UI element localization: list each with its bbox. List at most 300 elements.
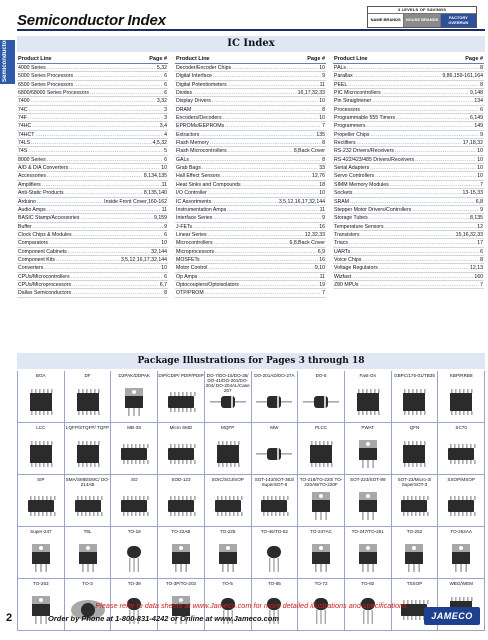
entry-name: Optocouplers/Optoisolators: [176, 281, 239, 288]
kbp-icon: [438, 385, 484, 419]
dot-leader: [232, 64, 318, 71]
dot-leader: [202, 164, 318, 171]
package-cell: [392, 371, 439, 422]
package-label: BGA: [36, 373, 46, 378]
package-label: TO-252AA: [450, 529, 472, 534]
index-entry[interactable]: [333, 256, 484, 264]
index-entry[interactable]: [17, 248, 168, 256]
entry-name: Z80 MPUs: [334, 281, 359, 288]
entry-name: SRAM: [334, 198, 349, 205]
entry-name: Buffer: [18, 223, 32, 230]
index-entry[interactable]: [175, 223, 326, 231]
package-label: SIP: [37, 477, 45, 482]
entry-name: Component Kits: [18, 256, 55, 263]
dot-leader: [348, 81, 479, 88]
dot-leader: [221, 172, 311, 179]
index-entry[interactable]: [17, 131, 168, 139]
entry-name: Grab Bags: [176, 165, 201, 172]
dot-leader: [205, 289, 321, 296]
package-cell: [17, 371, 65, 422]
entry-name: 74LS: [18, 140, 31, 147]
dot-leader: [385, 223, 477, 230]
index-entry[interactable]: [17, 289, 168, 297]
entry-page: 7: [480, 181, 483, 188]
entry-name: 6800/68000 Series Processors: [18, 90, 89, 97]
index-entry[interactable]: [175, 181, 326, 189]
package-row: [17, 423, 485, 475]
dot-leader: [68, 248, 150, 255]
dot-leader: [71, 273, 164, 280]
entry-page: 3,5,12,16,17,32,144: [120, 256, 167, 263]
index-entry[interactable]: [333, 122, 484, 130]
savings-level-house-brands: HOUSE BRANDS: [403, 13, 439, 27]
entry-name: PIC Microcontrollers: [334, 90, 381, 97]
index-entry[interactable]: [175, 273, 326, 281]
package-cell: [438, 423, 485, 474]
column-header-page: Page #: [307, 56, 325, 62]
index-entry[interactable]: [175, 189, 326, 197]
package-row: [17, 527, 485, 579]
package-label: D2PAK/DDPAK: [118, 373, 150, 378]
dot-leader: [372, 97, 473, 104]
entry-page: 8: [164, 290, 167, 297]
micro-smd-icon: [158, 437, 204, 471]
dot-leader: [360, 281, 480, 288]
to252-icon: [392, 541, 438, 575]
entry-name: PALs: [334, 65, 347, 71]
entry-name: Sockets: [334, 190, 353, 197]
entry-page: 11: [161, 181, 167, 188]
dot-leader: [74, 72, 163, 79]
index-entry[interactable]: [333, 214, 484, 222]
index-entry[interactable]: [175, 264, 326, 272]
index-entry[interactable]: [333, 64, 484, 72]
index-entry[interactable]: [333, 198, 484, 206]
sot143-icon: [252, 489, 298, 523]
title-rule: [17, 29, 485, 31]
dot-leader: [213, 214, 321, 221]
package-label: KBP/RRB8: [449, 373, 473, 378]
dot-leader: [361, 106, 479, 113]
dot-leader: [213, 72, 321, 79]
column-header: [333, 54, 484, 64]
index-entry[interactable]: [333, 164, 484, 172]
dot-leader: [72, 281, 159, 288]
index-entry[interactable]: [175, 172, 326, 180]
entry-name: CPUs/Microcontrollers: [18, 273, 70, 280]
index-entry[interactable]: [17, 223, 168, 231]
so-icon: [111, 489, 157, 523]
index-entry[interactable]: [333, 106, 484, 114]
datasheet-note: Please refer to data sheets at www.Jameco.com for more detailed illustrations and specifications: [95, 601, 407, 610]
index-entry[interactable]: [17, 147, 168, 155]
entry-name: GALs: [176, 156, 189, 163]
entry-name: Pin Straightener: [334, 98, 372, 105]
index-entry[interactable]: [333, 139, 484, 147]
soic-icon: [205, 489, 251, 523]
dot-leader: [240, 281, 318, 288]
package-cell: [392, 475, 439, 526]
index-entry[interactable]: [175, 164, 326, 172]
package-cell: [158, 475, 205, 526]
entry-name: EPROMs/EEPROMs: [176, 123, 225, 130]
entry-page: 9: [164, 223, 167, 230]
entry-name: PEEL: [334, 81, 348, 88]
package-cell: [205, 371, 252, 422]
index-entry[interactable]: [175, 198, 326, 206]
entry-page: 11: [161, 206, 167, 213]
package-label: SSOP/MSOP: [447, 477, 475, 482]
dot-leader: [33, 223, 163, 230]
dot-leader: [227, 206, 318, 213]
package-label: LQFP/STQFP/ TQFP: [65, 425, 110, 430]
sma-icon: [65, 489, 111, 523]
package-cell: [252, 475, 299, 526]
entry-name: Microprocessors: [176, 248, 215, 255]
to225-icon: [205, 541, 251, 575]
entry-page: 3: [164, 115, 167, 122]
package-cell: [298, 475, 345, 526]
entry-name: Display Drivers: [176, 98, 211, 105]
index-entry[interactable]: [17, 81, 168, 89]
dot-leader: [351, 248, 479, 255]
entry-page: 6: [164, 231, 167, 238]
package-cell: [392, 527, 439, 578]
package-label: TSSOP: [406, 581, 423, 586]
index-entry[interactable]: [175, 89, 326, 97]
entry-page: 9: [480, 131, 483, 138]
dot-leader: [29, 106, 164, 113]
index-entry[interactable]: [333, 131, 484, 139]
index-entry[interactable]: [333, 97, 484, 105]
index-entry[interactable]: [175, 106, 326, 114]
dot-leader: [69, 164, 160, 171]
entry-name: I/O Controller: [176, 190, 207, 197]
entry-page: 10: [319, 98, 325, 105]
package-cell: [17, 423, 65, 474]
entry-name: 74S: [18, 148, 28, 155]
index-entry[interactable]: [17, 214, 168, 222]
entry-name: Comparators: [18, 240, 48, 247]
index-entry[interactable]: [175, 248, 326, 256]
bridge-icon: [392, 385, 438, 419]
entry-page: 12,76: [312, 173, 325, 180]
package-row: [17, 475, 485, 527]
index-entry[interactable]: [175, 206, 326, 214]
package-label: SC70: [455, 425, 467, 430]
package-label: Super-247: [30, 529, 52, 534]
index-entry[interactable]: [17, 181, 168, 189]
index-entry[interactable]: [175, 97, 326, 105]
entry-name: Instrumentation Amps: [176, 206, 227, 213]
package-cell: [17, 475, 65, 526]
index-entry[interactable]: [333, 264, 484, 272]
dot-leader: [44, 264, 160, 271]
index-entry[interactable]: [17, 122, 168, 130]
index-entry[interactable]: [333, 231, 484, 239]
to247ac-icon: [298, 541, 344, 575]
sot223-icon: [345, 489, 391, 523]
index-entry[interactable]: [17, 172, 168, 180]
entry-page: 6: [164, 156, 167, 163]
package-label: DIP/CDIP/ PDIP/PDIP: [158, 373, 204, 378]
axial-diode-icon: [205, 385, 251, 419]
to22ab-icon: [158, 541, 204, 575]
entry-page: 10: [319, 115, 325, 122]
entry-name: Transistors: [334, 231, 360, 238]
package-cell: [298, 371, 345, 422]
dot-leader: [396, 114, 469, 121]
package-label: SO: [130, 477, 138, 482]
section-side-tab[interactable]: [0, 34, 15, 84]
package-label: MQFP: [221, 425, 235, 430]
index-entry[interactable]: [175, 281, 326, 289]
package-label: WBG/WEM: [449, 581, 473, 586]
entry-page: 11: [319, 81, 325, 88]
index-entry[interactable]: [17, 156, 168, 164]
index-entry[interactable]: [175, 139, 326, 147]
dot-leader: [370, 164, 476, 171]
entry-page: 6,8,Back Cover: [289, 240, 325, 247]
entry-page: 13-15,33: [462, 190, 483, 197]
entry-name: MOSFETs: [176, 256, 200, 263]
index-entry[interactable]: [175, 214, 326, 222]
package-label: SOT-223/SOT-89: [350, 477, 386, 482]
index-entry[interactable]: [17, 239, 168, 247]
entry-name: 6500 Series Processors: [18, 81, 74, 88]
entry-name: Dallas Semiconductors: [18, 290, 72, 297]
index-entry[interactable]: [17, 231, 168, 239]
entry-name: Encoders/Decoders: [176, 115, 222, 122]
dot-leader: [208, 264, 313, 271]
index-entry[interactable]: [333, 239, 484, 247]
index-entry[interactable]: [333, 156, 484, 164]
column-header-product-line: Product Line: [176, 56, 210, 62]
index-entry[interactable]: [175, 289, 326, 297]
index-entry[interactable]: [175, 231, 326, 239]
index-entry[interactable]: [333, 281, 484, 289]
entry-page: 8: [480, 65, 483, 71]
entry-page: 7: [322, 290, 325, 297]
entry-name: 74HCT: [18, 131, 35, 138]
entry-name: Storage Tubes: [334, 215, 368, 222]
entry-page: 6,149: [470, 115, 483, 122]
entry-name: Programmers: [334, 123, 366, 130]
entry-name: 7400: [18, 98, 30, 105]
entry-page: 8: [322, 140, 325, 147]
entry-name: Programmable 555 Timers: [334, 115, 396, 122]
package-label: TO-225: [219, 529, 236, 534]
dot-leader: [347, 64, 479, 71]
dot-leader: [208, 189, 318, 196]
entry-name: Amplifiers: [18, 181, 41, 188]
index-entry[interactable]: [175, 114, 326, 122]
package-label: TO-252: [406, 529, 423, 534]
index-entry[interactable]: [333, 114, 484, 122]
package-cell: [345, 371, 392, 422]
entry-page: 15,16,32,33: [455, 231, 483, 238]
entry-name: Temperature Sensors: [334, 223, 384, 230]
package-cell: [65, 371, 112, 422]
index-entry[interactable]: [17, 264, 168, 272]
package-cell: [298, 423, 345, 474]
index-entry[interactable]: [175, 81, 326, 89]
entry-page: 3: [164, 106, 167, 113]
dot-leader: [357, 139, 462, 146]
dot-leader: [362, 256, 479, 263]
dot-leader: [31, 97, 156, 104]
dot-leader: [215, 248, 317, 255]
dot-leader: [65, 189, 143, 196]
entry-name: Stepper Motor Drivers/Controllers: [334, 206, 412, 213]
entry-name: Voltage Regulators: [334, 265, 378, 272]
entry-page: 17,18,32: [462, 140, 483, 147]
index-entry[interactable]: [17, 281, 168, 289]
index-entry[interactable]: [333, 89, 484, 97]
entry-page: 18: [319, 181, 325, 188]
index-entry[interactable]: [333, 81, 484, 89]
to46-icon: [252, 541, 298, 575]
package-label: LCC: [36, 425, 46, 430]
entry-page: 6,7: [159, 281, 167, 288]
index-entry[interactable]: [175, 122, 326, 130]
entry-page: 12: [477, 223, 483, 230]
index-entry[interactable]: [17, 89, 168, 97]
dot-leader: [379, 264, 469, 271]
index-entry[interactable]: [175, 131, 326, 139]
entry-page: 9: [322, 215, 325, 222]
package-label: TO-247/TO-251: [351, 529, 384, 534]
index-entry[interactable]: [333, 223, 484, 231]
index-entry[interactable]: [17, 97, 168, 105]
package-label: DO-201AD/DO-27A: [254, 373, 295, 378]
index-entry[interactable]: [333, 248, 484, 256]
entry-name: Hall Effect Sensors: [176, 173, 221, 180]
index-entry[interactable]: [17, 64, 168, 72]
entry-name: Clock Chips & Modules: [18, 231, 72, 238]
index-entry[interactable]: [17, 114, 168, 122]
dot-leader: [47, 156, 163, 163]
entry-page: 6: [164, 90, 167, 97]
index-entry[interactable]: [175, 72, 326, 80]
index-entry[interactable]: [17, 189, 168, 197]
package-label: TO-65: [267, 581, 281, 586]
index-entry[interactable]: [175, 147, 326, 155]
to220-icon: [298, 489, 344, 523]
index-entry[interactable]: [333, 181, 484, 189]
t6l-icon: [65, 541, 111, 575]
package-cell: [298, 527, 345, 578]
entry-page: 32,144: [151, 248, 167, 255]
index-entry[interactable]: [17, 198, 168, 206]
entry-page: 9: [480, 206, 483, 213]
index-entry[interactable]: [175, 156, 326, 164]
jameco-logo: JAMECO: [424, 607, 480, 625]
package-label: QFN: [409, 425, 420, 430]
dot-leader: [80, 214, 153, 221]
entry-page: 7: [322, 123, 325, 130]
dot-leader: [353, 189, 461, 196]
entry-page: 8: [480, 256, 483, 263]
dot-leader: [350, 198, 475, 205]
package-cell: [205, 527, 252, 578]
dot-leader: [212, 97, 318, 104]
index-entry[interactable]: [333, 189, 484, 197]
index-entry[interactable]: [333, 72, 484, 80]
index-entry[interactable]: [175, 64, 326, 72]
entry-name: Component Cabinets: [18, 248, 67, 255]
dot-leader: [200, 131, 315, 138]
entry-name: A/D & D/A Converters: [18, 165, 69, 172]
index-entry[interactable]: [17, 256, 168, 264]
package-label: TO-92: [361, 581, 375, 586]
package-label: Fast-On: [359, 373, 377, 378]
mw-icon: [252, 437, 298, 471]
entry-name: Arduino: [18, 198, 36, 205]
index-entry[interactable]: [17, 164, 168, 172]
package-label: SOT-143/SOT-363/ SuperSOT-6: [254, 477, 295, 487]
dot-leader: [223, 114, 319, 121]
package-illustrations-heading: Package Illustrations for Pages 3 through 18: [17, 353, 485, 369]
entry-page: 8,134,135: [143, 173, 167, 180]
entry-page: 6,9: [317, 248, 325, 255]
entry-name: DRAM: [176, 106, 192, 113]
package-label: MW: [270, 425, 279, 430]
dot-leader: [74, 81, 163, 88]
lcc-icon: [18, 437, 64, 471]
entry-page: 9,86,159-161,164: [442, 73, 483, 80]
dot-leader: [31, 139, 151, 146]
entry-page: 134: [474, 98, 483, 105]
entry-name: IC Assortments: [176, 198, 212, 205]
index-entry[interactable]: [175, 239, 326, 247]
index-entry[interactable]: [333, 206, 484, 214]
entry-name: 74F: [18, 115, 27, 122]
entry-name: Converters: [18, 265, 44, 272]
column-header: [17, 54, 168, 64]
index-entry[interactable]: [17, 273, 168, 281]
index-entry[interactable]: [17, 206, 168, 214]
index-entry[interactable]: [333, 147, 484, 155]
package-label: T6L: [83, 529, 92, 534]
package-label: TO-218/TO-220/ TO-220AB/TO-220F: [299, 477, 343, 487]
entry-name: 4000 Series: [18, 65, 46, 71]
index-entry[interactable]: [175, 256, 326, 264]
entry-name: BASIC Stamp/Accessories: [18, 215, 80, 222]
entry-page: 6: [480, 106, 483, 113]
side-tab-label: Semiconductors: [2, 34, 8, 82]
package-label: GBPC/175-01/TB35: [394, 373, 435, 378]
index-entry[interactable]: [17, 72, 168, 80]
index-entry[interactable]: [17, 139, 168, 147]
entry-name: Op Amps: [176, 273, 198, 280]
dot-leader: [190, 156, 321, 163]
index-entry[interactable]: [333, 273, 484, 281]
super247-icon: [18, 541, 64, 575]
package-cell: [392, 423, 439, 474]
entry-page: 9: [322, 73, 325, 80]
index-entry[interactable]: [17, 106, 168, 114]
sot23-icon: [392, 489, 438, 523]
qfn-icon: [392, 437, 438, 471]
index-entry[interactable]: [333, 172, 484, 180]
dot-leader: [42, 181, 161, 188]
entry-name: J-FETs: [176, 223, 193, 230]
entry-name: Rectifiers: [334, 140, 356, 147]
package-cell: [438, 527, 485, 578]
entry-page: 10: [161, 165, 167, 172]
package-label: TO-18: [127, 529, 141, 534]
